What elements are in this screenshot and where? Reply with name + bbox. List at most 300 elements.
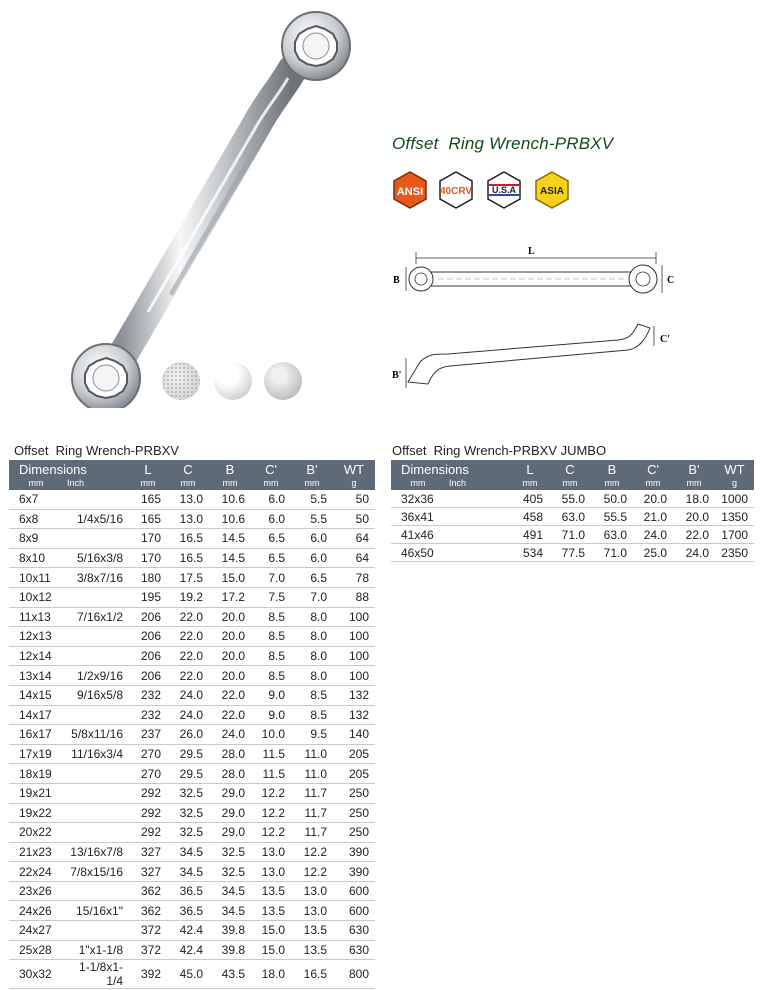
- cell-B: 24.0: [209, 725, 251, 745]
- unit-B: mm: [591, 477, 633, 490]
- 40crv-badge: [440, 172, 472, 208]
- product-title: Offset Ring Wrench-PRBXV: [392, 134, 614, 153]
- cell-C: 42.4: [167, 940, 209, 960]
- unit-Bp: mm: [291, 477, 333, 490]
- cell-B: 22.0: [209, 705, 251, 725]
- table-row: [9, 881, 375, 901]
- cell-size-mm: 14x17: [9, 705, 63, 725]
- table-row: [9, 509, 375, 529]
- cell-Bp: 11.7: [291, 783, 333, 803]
- subheader-mm: mm: [391, 477, 445, 490]
- cell-B: 15.0: [209, 568, 251, 588]
- cell-C: 36.5: [167, 881, 209, 901]
- cell-size-inch: 11/16x3/4: [63, 744, 129, 764]
- cell-Cp: 12.2: [251, 823, 291, 843]
- cell-WT: 250: [333, 803, 375, 823]
- table-row: [9, 646, 375, 666]
- cell-size-mm: 6x8: [9, 509, 63, 529]
- cell-Bp: 8.0: [291, 666, 333, 686]
- dimension-diagram-top: [388, 240, 688, 310]
- cell-Bp: 13.5: [291, 940, 333, 960]
- cell-C: 32.5: [167, 783, 209, 803]
- spec-table-standard: [9, 460, 375, 989]
- cell-WT: 100: [333, 627, 375, 647]
- svg-text:ASIA: ASIA: [540, 186, 564, 197]
- svg-text:C': C': [660, 334, 670, 345]
- cell-WT: 800: [333, 960, 375, 989]
- cell-size-mm: 18x19: [9, 764, 63, 784]
- cell-WT: 132: [333, 705, 375, 725]
- cell-size-mm: 17x19: [9, 744, 63, 764]
- cell-L: 270: [129, 744, 167, 764]
- table-row: [9, 725, 375, 745]
- cell-size-mm: 8x9: [9, 529, 63, 549]
- cell-B: 20.0: [209, 627, 251, 647]
- cell-size-inch: 15/16x1": [63, 901, 129, 921]
- cell-WT: 630: [333, 940, 375, 960]
- cell-Cp: 21.0: [633, 508, 673, 526]
- cell-L: 206: [129, 627, 167, 647]
- cell-size-inch: [63, 783, 129, 803]
- ansi-badge: [394, 172, 426, 208]
- cell-B: 22.0: [209, 685, 251, 705]
- cell-L: 232: [129, 685, 167, 705]
- cell-WT: 390: [333, 842, 375, 862]
- cell-WT: 64: [333, 529, 375, 549]
- table-row: [9, 744, 375, 764]
- cell-B: 10.6: [209, 490, 251, 509]
- standards-badges: [390, 170, 580, 210]
- table-row: [9, 607, 375, 627]
- unit-B: mm: [209, 477, 251, 490]
- cell-L: 170: [129, 529, 167, 549]
- cell-size-mm: 11x13: [9, 607, 63, 627]
- cell-size-mm: 10x12: [9, 587, 63, 607]
- cell-Bp: 8.0: [291, 627, 333, 647]
- cell-B: 63.0: [591, 526, 633, 544]
- table-row: [9, 803, 375, 823]
- cell-WT: 132: [333, 685, 375, 705]
- cell-WT: 205: [333, 744, 375, 764]
- cell-L: 534: [511, 544, 549, 562]
- table-row: [9, 842, 375, 862]
- cell-C: 22.0: [167, 646, 209, 666]
- cell-C: 32.5: [167, 823, 209, 843]
- cell-size-inch: 1/4x5/16: [63, 509, 129, 529]
- cell-C: 34.5: [167, 842, 209, 862]
- cell-Bp: 5.5: [291, 490, 333, 509]
- cell-L: 165: [129, 509, 167, 529]
- cell-Cp: 6.5: [251, 548, 291, 568]
- cell-Bp: 8.5: [291, 705, 333, 725]
- table-row: [9, 921, 375, 941]
- cell-B: 34.5: [209, 881, 251, 901]
- cell-L: 405: [511, 490, 549, 508]
- table-row: [391, 526, 754, 544]
- cell-WT: 250: [333, 823, 375, 843]
- cell-B: 17.2: [209, 587, 251, 607]
- cell-C: 42.4: [167, 921, 209, 941]
- cell-L: 232: [129, 705, 167, 725]
- svg-text:C: C: [667, 275, 675, 286]
- col-header-dimensions: Dimensions: [391, 460, 511, 477]
- cell-Cp: 8.5: [251, 646, 291, 666]
- spec-table-jumbo: [391, 460, 754, 562]
- cell-size-inch: 3/8x7/16: [63, 568, 129, 588]
- cell-L: 372: [129, 921, 167, 941]
- cell-C: 32.5: [167, 803, 209, 823]
- col-header-dimensions: Dimensions: [9, 460, 129, 477]
- cell-size-mm: 13x14: [9, 666, 63, 686]
- cell-size-mm: 36x41: [391, 508, 445, 526]
- cell-Cp: 11.5: [251, 764, 291, 784]
- cell-L: 206: [129, 666, 167, 686]
- cell-B: 20.0: [209, 607, 251, 627]
- cell-C: 63.0: [549, 508, 591, 526]
- cell-Bp: 8.5: [291, 685, 333, 705]
- cell-Cp: 7.5: [251, 587, 291, 607]
- cell-Bp: 6.0: [291, 529, 333, 549]
- cell-size-inch: [63, 587, 129, 607]
- cell-L: 270: [129, 764, 167, 784]
- unit-Cp: mm: [633, 477, 673, 490]
- cell-size-mm: 32x36: [391, 490, 445, 508]
- table-row: [9, 529, 375, 549]
- cell-B: 20.0: [209, 646, 251, 666]
- col-header-WT: WT: [715, 460, 754, 477]
- cell-L: 292: [129, 823, 167, 843]
- cell-Bp: 24.0: [673, 544, 715, 562]
- cell-Cp: 9.0: [251, 705, 291, 725]
- cell-Cp: 20.0: [633, 490, 673, 508]
- col-header-B: B: [591, 460, 633, 477]
- table-row: [9, 823, 375, 843]
- svg-text:L: L: [528, 246, 535, 257]
- finish-swatch-matte: [162, 362, 200, 400]
- cell-size-inch: 1/2x9/16: [63, 666, 129, 686]
- cell-Cp: 6.0: [251, 490, 291, 509]
- cell-size-inch: 5/8x11/16: [63, 725, 129, 745]
- cell-size-inch: [63, 627, 129, 647]
- cell-Cp: 25.0: [633, 544, 673, 562]
- table-row: [9, 587, 375, 607]
- table-row: [9, 685, 375, 705]
- cell-Cp: 7.0: [251, 568, 291, 588]
- cell-Cp: 6.0: [251, 509, 291, 529]
- spec-table-jumbo-body: [391, 490, 754, 562]
- cell-size-mm: 46x50: [391, 544, 445, 562]
- cell-B: 39.8: [209, 921, 251, 941]
- cell-L: 165: [129, 490, 167, 509]
- cell-Bp: 11.0: [291, 744, 333, 764]
- cell-L: 237: [129, 725, 167, 745]
- cell-C: 24.0: [167, 685, 209, 705]
- cell-C: 22.0: [167, 607, 209, 627]
- cell-size-mm: 12x13: [9, 627, 63, 647]
- cell-B: 43.5: [209, 960, 251, 989]
- cell-L: 392: [129, 960, 167, 989]
- cell-Cp: 12.2: [251, 783, 291, 803]
- cell-C: 19.2: [167, 587, 209, 607]
- col-header-Cp: C': [633, 460, 673, 477]
- cell-size-inch: [63, 803, 129, 823]
- cell-size-inch: 7/8x15/16: [63, 862, 129, 882]
- cell-WT: 1350: [715, 508, 754, 526]
- table-row: [391, 490, 754, 508]
- cell-WT: 100: [333, 666, 375, 686]
- cell-Bp: 20.0: [673, 508, 715, 526]
- table-row: [9, 666, 375, 686]
- cell-size-mm: 10x11: [9, 568, 63, 588]
- col-header-L: L: [129, 460, 167, 477]
- cell-C: 55.0: [549, 490, 591, 508]
- cell-Cp: 8.5: [251, 627, 291, 647]
- cell-B: 10.6: [209, 509, 251, 529]
- cell-size-inch: [63, 881, 129, 901]
- cell-C: 24.0: [167, 705, 209, 725]
- table-row: [9, 960, 375, 989]
- cell-WT: 205: [333, 764, 375, 784]
- svg-text:B: B: [393, 275, 400, 286]
- cell-C: 13.0: [167, 490, 209, 509]
- table-row: [9, 783, 375, 803]
- cell-Cp: 18.0: [251, 960, 291, 989]
- cell-B: 28.0: [209, 764, 251, 784]
- table-row: [9, 705, 375, 725]
- cell-Cp: 13.5: [251, 881, 291, 901]
- spec-table-standard-body: [9, 490, 375, 989]
- unit-WT: g: [333, 477, 375, 490]
- cell-size-inch: [445, 490, 511, 508]
- cell-C: 17.5: [167, 568, 209, 588]
- cell-size-mm: 23x26: [9, 881, 63, 901]
- cell-size-inch: [63, 921, 129, 941]
- cell-C: 13.0: [167, 509, 209, 529]
- cell-size-mm: 41x46: [391, 526, 445, 544]
- cell-B: 32.5: [209, 862, 251, 882]
- cell-Bp: 22.0: [673, 526, 715, 544]
- cell-B: 34.5: [209, 901, 251, 921]
- cell-B: 14.5: [209, 529, 251, 549]
- wrench-photo: [60, 8, 360, 408]
- cell-Bp: 7.0: [291, 587, 333, 607]
- cell-WT: 140: [333, 725, 375, 745]
- cell-WT: 100: [333, 607, 375, 627]
- cell-Bp: 11.7: [291, 803, 333, 823]
- table-row: [391, 508, 754, 526]
- cell-Bp: 12.2: [291, 842, 333, 862]
- cell-size-inch: 5/16x3/8: [63, 548, 129, 568]
- cell-WT: 1000: [715, 490, 754, 508]
- cell-Cp: 13.5: [251, 901, 291, 921]
- cell-Cp: 8.5: [251, 607, 291, 627]
- cell-L: 292: [129, 803, 167, 823]
- cell-Cp: 8.5: [251, 666, 291, 686]
- cell-WT: 100: [333, 646, 375, 666]
- cell-Cp: 10.0: [251, 725, 291, 745]
- cell-size-inch: 7/16x1/2: [63, 607, 129, 627]
- table-row: [9, 568, 375, 588]
- cell-B: 32.5: [209, 842, 251, 862]
- cell-B: 20.0: [209, 666, 251, 686]
- col-header-Bp: B': [291, 460, 333, 477]
- subheader-inch: Inch: [445, 477, 511, 490]
- unit-L: mm: [511, 477, 549, 490]
- table-row: [9, 490, 375, 509]
- cell-C: 16.5: [167, 529, 209, 549]
- cell-L: 195: [129, 587, 167, 607]
- cell-Bp: 8.0: [291, 646, 333, 666]
- cell-C: 34.5: [167, 862, 209, 882]
- cell-Bp: 6.5: [291, 568, 333, 588]
- cell-L: 206: [129, 607, 167, 627]
- cell-Cp: 15.0: [251, 940, 291, 960]
- cell-Bp: 18.0: [673, 490, 715, 508]
- cell-size-inch: 13/16x7/8: [63, 842, 129, 862]
- cell-size-inch: [63, 646, 129, 666]
- cell-C: 36.5: [167, 901, 209, 921]
- cell-size-mm: 16x17: [9, 725, 63, 745]
- cell-C: 71.0: [549, 526, 591, 544]
- unit-C: mm: [167, 477, 209, 490]
- unit-WT: g: [715, 477, 754, 490]
- cell-size-mm: 19x21: [9, 783, 63, 803]
- unit-L: mm: [129, 477, 167, 490]
- cell-size-inch: 9/16x5/8: [63, 685, 129, 705]
- cell-Bp: 12.2: [291, 862, 333, 882]
- table-title-standard: Offset Ring Wrench-PRBXV: [14, 443, 179, 458]
- cell-WT: 2350: [715, 544, 754, 562]
- cell-Cp: 13.0: [251, 842, 291, 862]
- cell-Cp: 15.0: [251, 921, 291, 941]
- cell-Cp: 9.0: [251, 685, 291, 705]
- cell-WT: 64: [333, 548, 375, 568]
- cell-B: 39.8: [209, 940, 251, 960]
- usa-badge: [488, 172, 520, 208]
- cell-C: 77.5: [549, 544, 591, 562]
- cell-size-inch: 1-1/8x1-1/4: [63, 960, 129, 989]
- cell-size-mm: 22x24: [9, 862, 63, 882]
- cell-size-mm: 21x23: [9, 842, 63, 862]
- table-row: [9, 627, 375, 647]
- cell-C: 26.0: [167, 725, 209, 745]
- cell-B: 50.0: [591, 490, 633, 508]
- svg-text:ANSI: ANSI: [396, 186, 424, 198]
- cell-Bp: 9.5: [291, 725, 333, 745]
- cell-Bp: 11.0: [291, 764, 333, 784]
- cell-Bp: 11.7: [291, 823, 333, 843]
- svg-text:40CRV: 40CRV: [439, 186, 473, 197]
- cell-size-inch: [445, 526, 511, 544]
- cell-B: 29.0: [209, 803, 251, 823]
- col-header-B: B: [209, 460, 251, 477]
- table-row: [391, 544, 754, 562]
- svg-text:U.S.A: U.S.A: [491, 185, 517, 195]
- cell-L: 458: [511, 508, 549, 526]
- cell-WT: 1700: [715, 526, 754, 544]
- cell-Bp: 5.5: [291, 509, 333, 529]
- cell-B: 29.0: [209, 783, 251, 803]
- col-header-C: C: [167, 460, 209, 477]
- cell-Cp: 11.5: [251, 744, 291, 764]
- cell-Cp: 6.5: [251, 529, 291, 549]
- cell-WT: 250: [333, 783, 375, 803]
- table-row: [9, 940, 375, 960]
- cell-L: 170: [129, 548, 167, 568]
- cell-C: 29.5: [167, 764, 209, 784]
- cell-Bp: 13.0: [291, 881, 333, 901]
- cell-Bp: 8.0: [291, 607, 333, 627]
- cell-B: 71.0: [591, 544, 633, 562]
- cell-C: 45.0: [167, 960, 209, 989]
- dimension-diagram-side: [388, 318, 688, 390]
- cell-size-mm: 25x28: [9, 940, 63, 960]
- cell-C: 16.5: [167, 548, 209, 568]
- cell-size-mm: 24x27: [9, 921, 63, 941]
- cell-Cp: 13.0: [251, 862, 291, 882]
- cell-Bp: 13.0: [291, 901, 333, 921]
- cell-Bp: 16.5: [291, 960, 333, 989]
- cell-size-mm: 19x22: [9, 803, 63, 823]
- cell-size-inch: [445, 544, 511, 562]
- table-row: [9, 901, 375, 921]
- table-row: [9, 764, 375, 784]
- cell-L: 327: [129, 862, 167, 882]
- cell-WT: 50: [333, 490, 375, 509]
- cell-Cp: 12.2: [251, 803, 291, 823]
- cell-size-mm: 6x7: [9, 490, 63, 509]
- cell-C: 29.5: [167, 744, 209, 764]
- cell-WT: 50: [333, 509, 375, 529]
- cell-size-inch: [63, 529, 129, 549]
- subheader-inch: Inch: [63, 477, 129, 490]
- cell-size-inch: [63, 490, 129, 509]
- cell-size-mm: 12x14: [9, 646, 63, 666]
- col-header-Cp: C': [251, 460, 291, 477]
- cell-WT: 600: [333, 881, 375, 901]
- cell-WT: 630: [333, 921, 375, 941]
- finish-swatch-mirror: [214, 362, 252, 400]
- cell-Cp: 24.0: [633, 526, 673, 544]
- finish-swatch-satin: [264, 362, 302, 400]
- col-header-WT: WT: [333, 460, 375, 477]
- cell-WT: 600: [333, 901, 375, 921]
- cell-size-mm: 30x32: [9, 960, 63, 989]
- cell-L: 327: [129, 842, 167, 862]
- cell-size-mm: 24x26: [9, 901, 63, 921]
- subheader-mm: mm: [9, 477, 63, 490]
- cell-size-inch: [63, 764, 129, 784]
- svg-text:B': B': [392, 370, 402, 381]
- col-header-L: L: [511, 460, 549, 477]
- table-row: [9, 548, 375, 568]
- col-header-Bp: B': [673, 460, 715, 477]
- cell-Bp: 6.0: [291, 548, 333, 568]
- cell-B: 28.0: [209, 744, 251, 764]
- cell-B: 14.5: [209, 548, 251, 568]
- asia-badge: [536, 172, 568, 208]
- cell-L: 180: [129, 568, 167, 588]
- unit-Cp: mm: [251, 477, 291, 490]
- cell-L: 292: [129, 783, 167, 803]
- cell-L: 206: [129, 646, 167, 666]
- cell-Bp: 13.5: [291, 921, 333, 941]
- cell-size-inch: [63, 823, 129, 843]
- table-title-jumbo: Offset Ring Wrench-PRBXV JUMBO: [392, 443, 607, 458]
- cell-size-mm: 8x10: [9, 548, 63, 568]
- cell-C: 22.0: [167, 627, 209, 647]
- unit-Bp: mm: [673, 477, 715, 490]
